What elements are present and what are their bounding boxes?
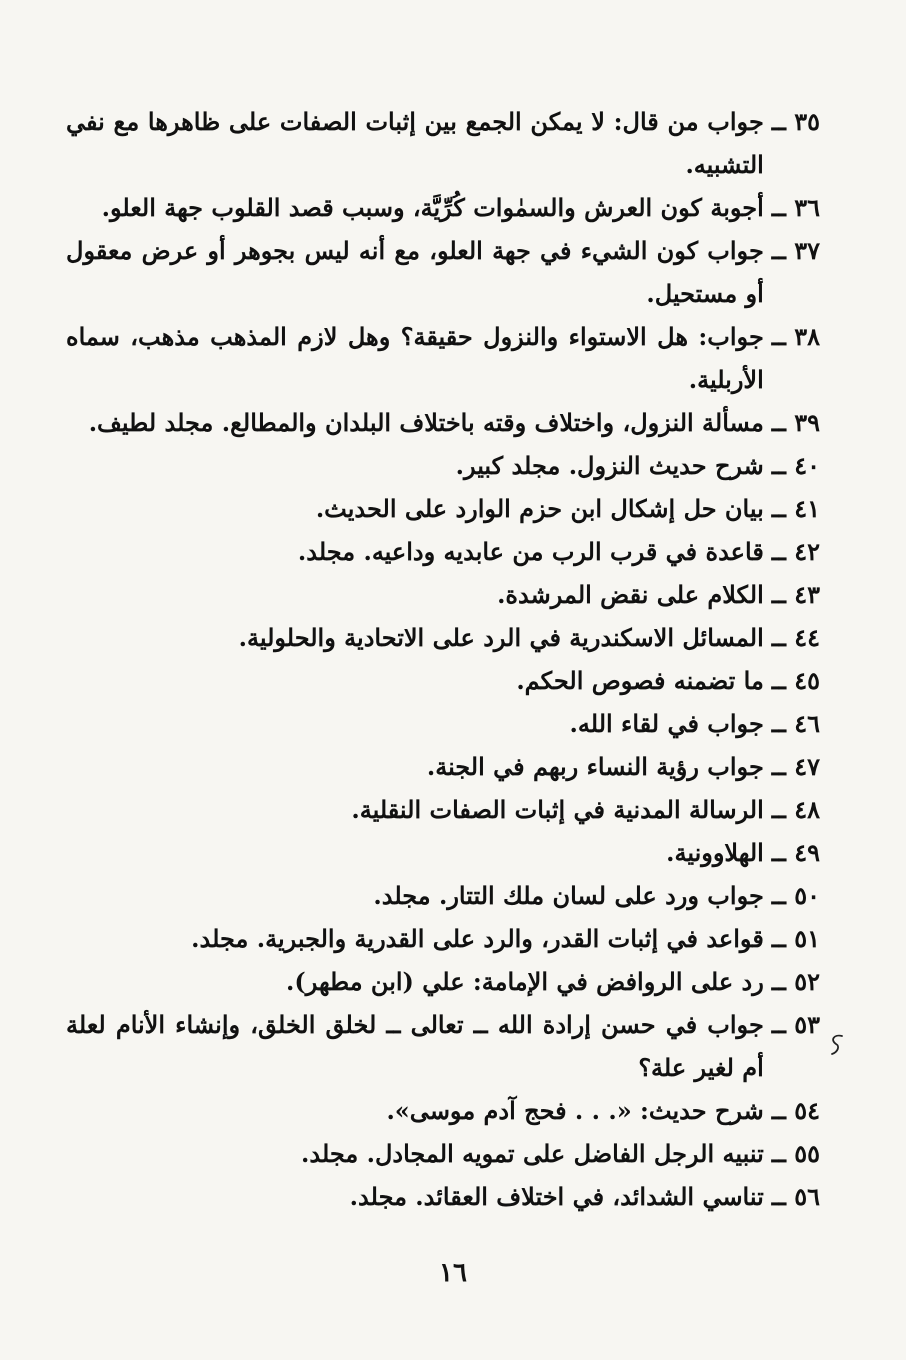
entry-number: ٤٠ ــ <box>771 451 820 480</box>
entry-text: تناسي الشدائد، في اختلاف العقائد. مجلد. <box>349 1182 764 1211</box>
entry-number: ٤٧ ــ <box>771 752 820 781</box>
entry-text: الكلام على نقض المرشدة. <box>497 580 764 609</box>
entry-text: الهلاوونية. <box>666 838 764 867</box>
entry-number: ٥٢ ــ <box>771 967 820 996</box>
list-item <box>66 960 820 1003</box>
entry-number: ٣٧ ــ <box>771 236 820 265</box>
entry-number: ٥٣ ــ <box>771 1010 820 1039</box>
entry-text: مسألة النزول، واختلاف وقته باختلاف البلدان والمطالع. مجلد لطيف. <box>88 408 764 437</box>
list-item <box>66 874 820 917</box>
entry-text: رد على الروافض في الإمامة: علي (ابن مطهر). <box>286 967 764 996</box>
entry-number: ٤٥ ــ <box>771 666 820 695</box>
list-item <box>66 659 820 702</box>
entry-text: جواب في حسن إرادة الله ــ تعالى ــ لخلق الخلق، وإنشاء الأنام لعلة أم لغير علة؟ <box>66 1010 764 1082</box>
list-item <box>66 444 820 487</box>
list-item <box>66 745 820 788</box>
list-item <box>66 1132 820 1175</box>
entry-number: ٣٨ ــ <box>771 322 820 351</box>
entry-text: ما تضمنه فصوص الحكم. <box>516 666 764 695</box>
entry-text: قاعدة في قرب الرب من عابديه وداعيه. مجلد. <box>297 537 764 566</box>
list-item <box>66 573 820 616</box>
list-item <box>66 530 820 573</box>
entry-text: المسائل الاسكندرية في الرد على الاتحادية والحلولية. <box>238 623 764 652</box>
entry-text: بيان حل إشكال ابن حزم الوارد على الحديث. <box>315 494 764 523</box>
list-item <box>66 315 820 401</box>
list-item <box>66 831 820 874</box>
entry-text: جواب ورد على لسان ملك التتار. مجلد. <box>373 881 764 910</box>
entry-text: جواب رؤية النساء ربهم في الجنة. <box>426 752 764 781</box>
entry-number: ٣٩ ــ <box>771 408 820 437</box>
list-item <box>66 788 820 831</box>
entry-text: قواعد في إثبات القدر، والرد على القدرية والجبرية. مجلد. <box>191 924 764 953</box>
entry-text: الرسالة المدنية في إثبات الصفات النقلية. <box>351 795 764 824</box>
entry-text: أجوبة كون العرش والسمٰوات كُرِّيَّة، وسبب قصد القلوب جهة العلو. <box>101 193 764 222</box>
entry-number: ٤٣ ــ <box>771 580 820 609</box>
margin-mark <box>826 1030 846 1060</box>
entry-number: ٤٢ ــ <box>771 537 820 566</box>
entry-text: شرح حديث النزول. مجلد كبير. <box>455 451 764 480</box>
entry-text: جواب: هل الاستواء والنزول حقيقة؟ وهل لازم المذهب مذهب، سماه الأربلية. <box>66 322 764 394</box>
list-item <box>66 186 820 229</box>
list-item <box>66 100 820 186</box>
entries-list <box>66 100 820 1218</box>
page-number: ١٦ <box>439 1258 467 1288</box>
entry-number: ٣٦ ــ <box>771 193 820 222</box>
entry-number: ٤٩ ــ <box>771 838 820 867</box>
entry-number: ٥٥ ــ <box>771 1139 820 1168</box>
entry-text: جواب في لقاء الله. <box>569 709 764 738</box>
list-item <box>66 616 820 659</box>
entry-number: ٤٤ ــ <box>771 623 820 652</box>
list-item <box>66 1003 820 1089</box>
list-item <box>66 487 820 530</box>
list-item <box>66 1175 820 1218</box>
list-item <box>66 401 820 444</box>
list-item <box>66 229 820 315</box>
entry-number: ٥٦ ــ <box>771 1182 820 1211</box>
entry-text: تنبيه الرجل الفاضل على تمويه المجادل. مجلد. <box>301 1139 764 1168</box>
entry-number: ٤١ ــ <box>771 494 820 523</box>
entry-number: ٤٨ ــ <box>771 795 820 824</box>
entry-number: ٤٦ ــ <box>771 709 820 738</box>
list-item <box>66 1089 820 1132</box>
entry-text: شرح حديث: «. . . فحج آدم موسى». <box>386 1096 764 1125</box>
entry-text: جواب من قال: لا يمكن الجمع بين إثبات الصفات على ظاهرها مع نفي التشبيه. <box>66 107 764 179</box>
list-item <box>66 702 820 745</box>
entry-text: جواب كون الشيء في جهة العلو، مع أنه ليس بجوهر أو عرض معقول أو مستحيل. <box>66 236 764 308</box>
entry-number: ٥١ ــ <box>771 924 820 953</box>
list-item <box>66 917 820 960</box>
entry-number: ٥٤ ــ <box>771 1096 820 1125</box>
entry-number: ٥٠ ــ <box>771 881 820 910</box>
entry-number: ٣٥ ــ <box>771 107 820 136</box>
